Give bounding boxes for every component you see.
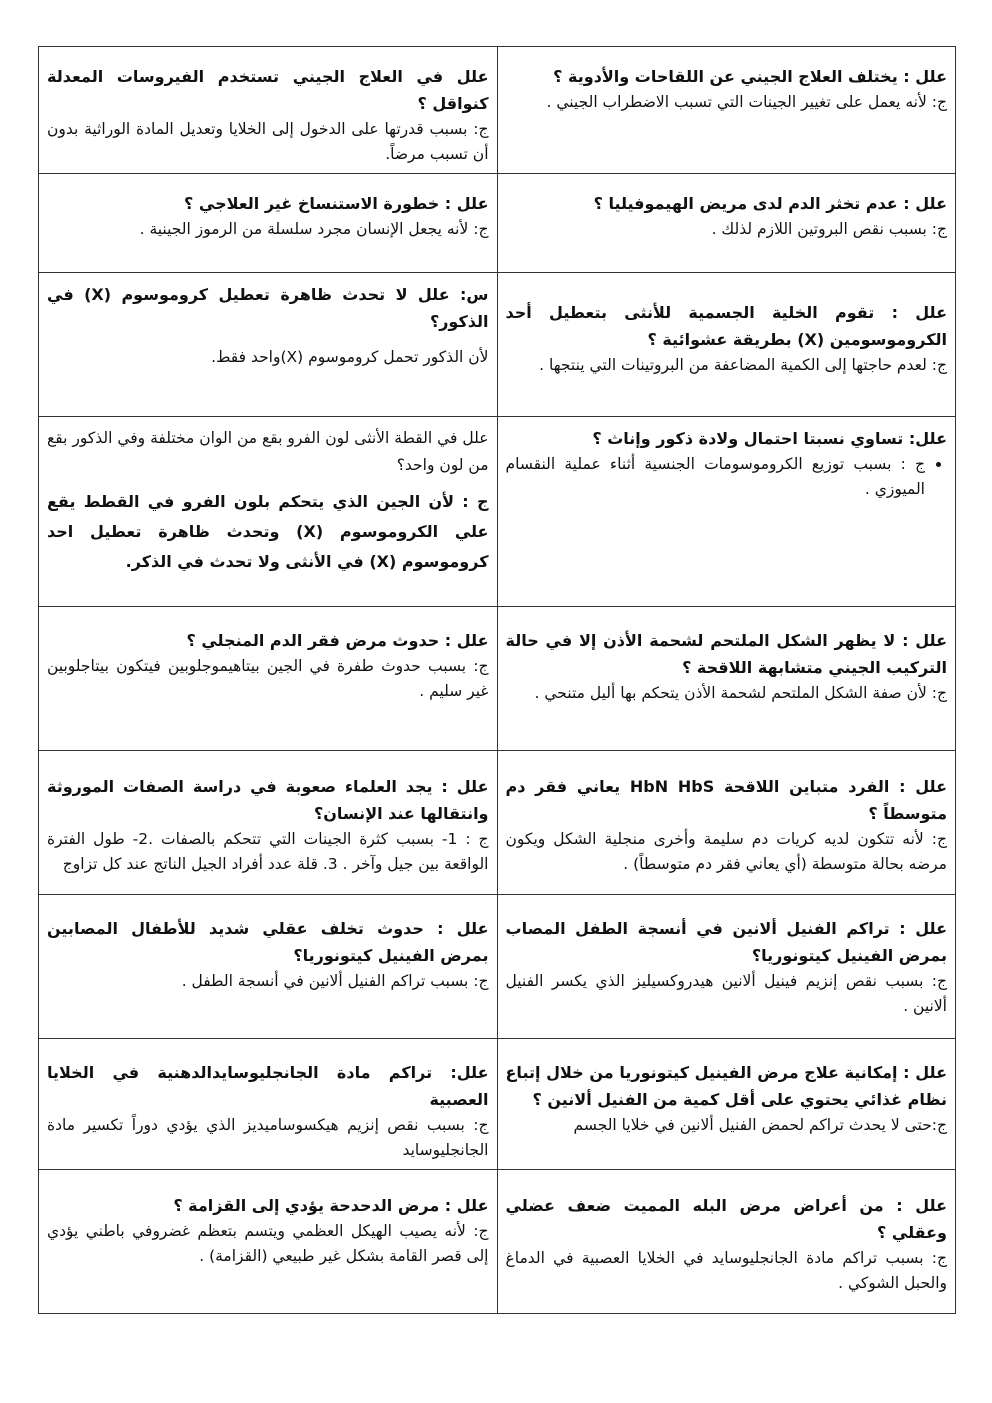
question-text: علل: تساوي نسبتا احتمال ولادة ذكور وإناث ؟ bbox=[592, 429, 947, 448]
table-row bbox=[39, 607, 956, 751]
answer-text: ج: بسبب نقص البروتين اللازم لذلك . bbox=[711, 220, 947, 238]
question-text: علل في العلاج الجيني تستخدم الفيروسات المعدلة كنواقل ؟ bbox=[47, 67, 489, 113]
question-text: علل في القطة الأنثى لون الفرو بقع من الوان مختلفة وفي الذكور بقع من لون واحد؟ bbox=[47, 429, 489, 474]
qa-cell-right bbox=[497, 751, 956, 895]
qa-cell-left bbox=[39, 607, 498, 751]
answer-text: ج: بسبب نقص إنزيم هيكسوساميديز الذي يؤدي دوراً تكسير مادة الجانجليوسايد bbox=[47, 1116, 489, 1159]
answer-list bbox=[506, 452, 948, 502]
answer-text: ج: بسبب حدوث طفرة في الجين بيتاهيموجلوبين فيتكون بيتاجلوبين غير سليم . bbox=[47, 657, 489, 700]
question-text: علل : عدم تخثر الدم لدى مريض الهيموفيليا ؟ bbox=[593, 194, 947, 213]
qa-cell-left bbox=[39, 273, 498, 417]
answer-text: • ج : بسبب توزيع الكروموسومات الجنسية أثناء عملية النقسام الميوزي . bbox=[506, 452, 926, 502]
question-text: علل : يختلف العلاج الجيني عن اللقاحات والأدوية ؟ bbox=[553, 67, 947, 86]
question-text: علل : حدوث تخلف عقلي شديد للأطفال المصابين بمرض الفينيل كيتونوريا؟ bbox=[47, 919, 489, 965]
qa-cell-right bbox=[497, 417, 956, 607]
table-row bbox=[39, 273, 956, 417]
table-row bbox=[39, 895, 956, 1039]
question-text: علل : مرض الدحدحة يؤدي إلى القزامة ؟ bbox=[173, 1196, 489, 1215]
qa-cell-right bbox=[497, 1039, 956, 1170]
answer-text: لأن الذكور تحمل كروموسوم (X)واحد فقط. bbox=[211, 348, 489, 366]
qa-cell-right bbox=[497, 895, 956, 1039]
table-row bbox=[39, 751, 956, 895]
answer-text: ج: لعدم حاجتها إلى الكمية المضاعفة من البروتينات التي ينتجها . bbox=[539, 356, 947, 374]
table-row bbox=[39, 47, 956, 174]
question-text: علل : تراكم الفنيل ألانين في أنسجة الطفل المصاب بمرض الفينيل كيتونوريا؟ bbox=[505, 919, 947, 965]
question-text: علل : يجد العلماء صعوبة في دراسة الصفات الموروثة وانتقالها عند الإنسان؟ bbox=[47, 777, 489, 823]
qa-cell-left bbox=[39, 1039, 498, 1170]
answer-text: ج: لأن صفة الشكل الملتحم لشحمة الأذن يتحكم بها أليل متنحي . bbox=[534, 684, 947, 702]
qa-cell-right bbox=[497, 607, 956, 751]
answer-text: ج: بسبب تراكم الفنيل ألانين في أنسجة الطفل . bbox=[181, 972, 489, 990]
qa-cell-left bbox=[39, 174, 498, 273]
question-text: علل : خطورة الاستنساخ غير العلاجي ؟ bbox=[184, 194, 489, 213]
question-text: علل : لا يظهر الشكل الملتحم لشحمة الأذن إلا في حالة التركيب الجيني متشابهة اللاقحة ؟ bbox=[505, 631, 947, 677]
answer-text: ج: لأنه يجعل الإنسان مجرد سلسلة من الرموز الجينية . bbox=[139, 220, 489, 238]
qa-cell-left bbox=[39, 1170, 498, 1314]
qa-cell-right bbox=[497, 273, 956, 417]
qa-cell-left bbox=[39, 47, 498, 174]
qa-cell-right bbox=[497, 174, 956, 273]
question-text: علل : تقوم الخلية الجسمية للأنثى بتعطيل أحد الكروموسومين (X) بطريقة عشوائية ؟ bbox=[505, 303, 947, 349]
question-text: س: علل لا تحدث ظاهرة تعطيل كروموسوم (X) في الذكور؟ bbox=[47, 285, 489, 331]
qa-table bbox=[38, 46, 956, 1314]
qa-cell-right bbox=[497, 1170, 956, 1314]
answer-text: ج: بسبب نقص إنزيم فينيل ألانين هيدروكسيليز الذي يكسر الفنيل ألانين . bbox=[505, 972, 947, 1015]
table-row bbox=[39, 417, 956, 607]
qa-cell-left bbox=[39, 895, 498, 1039]
answer-text: ج: لأنه تتكون لديه كريات دم سليمة وأخرى منجلية الشكل ويكون مرضه بحالة متوسطة (أي يعاني فقر دم متوسطاً) . bbox=[505, 830, 947, 873]
qa-cell-right bbox=[497, 47, 956, 174]
document-page bbox=[38, 46, 956, 1314]
table-row bbox=[39, 1170, 956, 1314]
question-text: علل : حدوث مرض فقر الدم المنجلي ؟ bbox=[186, 631, 489, 650]
question-text: علل : الفرد متباين اللاقحة HbN HbS يعاني فقر دم متوسطاً ؟ bbox=[505, 777, 948, 823]
table-row bbox=[39, 174, 956, 273]
question-text: علل : إمكانية علاج مرض الفينيل كيتونوريا من خلال إتباع نظام غذائي يحتوي على أقل كمية من الفنيل ألانين ؟ bbox=[505, 1063, 947, 1109]
answer-text: ج: بسبب تراكم مادة الجانجليوسايد في الخلايا العصبية في الدماغ والحبل الشوكي . bbox=[505, 1249, 947, 1292]
answer-text: ج: لأنه يعمل على تغيير الجينات التي تسبب الاضطراب الجيني . bbox=[546, 93, 947, 111]
answer-text: ج: لأنه يصيب الهيكل العظمي ويتسم بتعظم غضروفي باطني يؤدي إلى قصر القامة بشكل غير طبيعي (القزامة) . bbox=[47, 1222, 489, 1265]
answer-text: ج: بسبب قدرتها على الدخول إلى الخلايا وتعديل المادة الوراثية بدون أن تسبب مرضاً. bbox=[47, 120, 489, 163]
answer-text: ج : 1- بسبب كثرة الجينات التي تتحكم بالصفات .2- طول الفترة الواقعة بين جيل وآخر . 3. قلة عدد أفراد الجيل الناتج عند كل تزاوج bbox=[47, 830, 489, 873]
question-text: علل : من أعراض مرض البله المميت ضعف عضلي وعقلي ؟ bbox=[505, 1196, 947, 1242]
question-text: علل: تراكم مادة الجانجليوسايدالدهنية في الخلايا العصبية bbox=[47, 1063, 489, 1109]
answer-text: ج:حتى لا يحدث تراكم لحمض الفنيل ألانين في خلايا الجسم bbox=[573, 1116, 947, 1134]
qa-cell-left bbox=[39, 751, 498, 895]
qa-cell-left bbox=[39, 417, 498, 607]
table-row bbox=[39, 1039, 956, 1170]
answer-text: ج : لأن الجين الذي يتحكم بلون الفرو في القطط يقع علي الكروموسوم (X) وتحدث ظاهرة تعطيل احد كروموسوم (X) في الأنثى ولا تحدث في الذكر. bbox=[47, 492, 489, 571]
